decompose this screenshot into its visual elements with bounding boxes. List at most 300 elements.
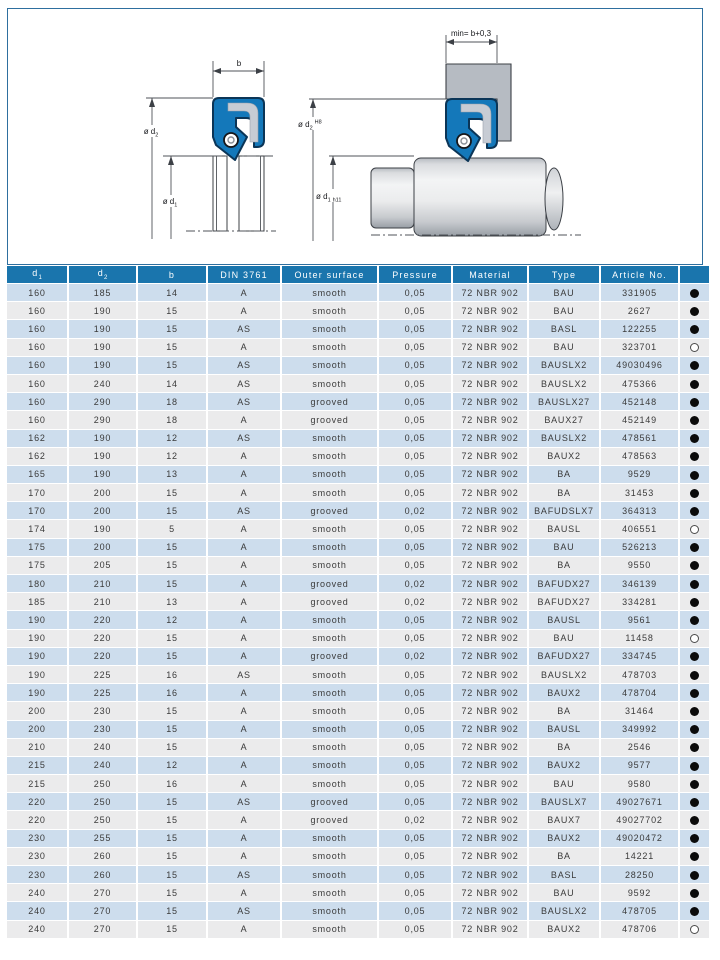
cell-type: BAU <box>529 339 599 356</box>
min-label: min= b+0,3 <box>450 29 492 38</box>
cell-availability <box>680 757 709 774</box>
arrowhead <box>330 156 336 165</box>
cell-article-no: 49020472 <box>601 830 678 847</box>
cell-d1: 240 <box>7 902 67 919</box>
cell-din-3761: AS <box>208 666 280 683</box>
cell-b: 15 <box>138 302 206 319</box>
cell-d2: 225 <box>69 666 136 683</box>
filled-circle-icon <box>690 852 699 861</box>
cell-pressure: 0,02 <box>379 575 451 592</box>
col-header-din-3761: DIN 3761 <box>208 266 280 283</box>
cell-availability <box>680 448 709 465</box>
cell-din-3761: A <box>208 557 280 574</box>
table-row <box>7 284 709 301</box>
cell-pressure: 0,05 <box>379 357 451 374</box>
cell-pressure: 0,05 <box>379 902 451 919</box>
filled-circle-icon <box>690 725 699 734</box>
cell-material: 72 NBR 902 <box>453 411 527 428</box>
cell-din-3761: A <box>208 611 280 628</box>
table-row <box>7 611 709 628</box>
cell-article-no: 452149 <box>601 411 678 428</box>
open-circle-icon <box>690 925 699 934</box>
cell-b: 15 <box>138 648 206 665</box>
cell-outer-surface: smooth <box>282 320 377 337</box>
table-row <box>7 520 709 537</box>
cell-availability <box>680 648 709 665</box>
shaft-wall-left <box>213 156 227 231</box>
filled-circle-icon <box>690 834 699 843</box>
cell-b: 15 <box>138 739 206 756</box>
cell-type: BAUX7 <box>529 811 599 828</box>
cell-type: BAUSL <box>529 520 599 537</box>
cell-din-3761: AS <box>208 357 280 374</box>
d1-label: ø $d_1$ <box>162 197 178 209</box>
cell-outer-surface: smooth <box>282 902 377 919</box>
table-row <box>7 666 709 683</box>
cell-pressure: 0,05 <box>379 375 451 392</box>
cell-d1: 160 <box>7 339 67 356</box>
cell-d1: 160 <box>7 284 67 301</box>
cell-material: 72 NBR 902 <box>453 302 527 319</box>
cell-d2: 220 <box>69 630 136 647</box>
table-row <box>7 866 709 883</box>
cell-b: 15 <box>138 357 206 374</box>
filled-circle-icon <box>690 889 699 898</box>
cell-pressure: 0,05 <box>379 520 451 537</box>
cell-material: 72 NBR 902 <box>453 611 527 628</box>
cell-pressure: 0,05 <box>379 739 451 756</box>
cell-type: BASL <box>529 866 599 883</box>
cell-type: BAU <box>529 302 599 319</box>
cell-d2: 270 <box>69 884 136 901</box>
cell-pressure: 0,02 <box>379 593 451 610</box>
cell-type: BAUX2 <box>529 448 599 465</box>
cell-article-no: 478563 <box>601 448 678 465</box>
cell-availability <box>680 484 709 501</box>
cell-b: 15 <box>138 484 206 501</box>
col-header-type: Type <box>529 266 599 283</box>
filled-circle-icon <box>690 598 699 607</box>
cell-pressure: 0,05 <box>379 557 451 574</box>
cell-material: 72 NBR 902 <box>453 721 527 738</box>
cell-type: BAUSLX2 <box>529 430 599 447</box>
cell-d2: 205 <box>69 557 136 574</box>
cell-article-no: 49027671 <box>601 793 678 810</box>
cell-din-3761: A <box>208 484 280 501</box>
cell-d1: 175 <box>7 539 67 556</box>
cell-pressure: 0,05 <box>379 411 451 428</box>
seal-drawings <box>8 9 702 264</box>
table-row <box>7 430 709 447</box>
cell-d2: 250 <box>69 811 136 828</box>
cell-din-3761: A <box>208 284 280 301</box>
cell-material: 72 NBR 902 <box>453 811 527 828</box>
cell-d1: 162 <box>7 448 67 465</box>
arrowhead <box>168 156 174 165</box>
cell-material: 72 NBR 902 <box>453 921 527 938</box>
shaft-end-face <box>545 168 563 230</box>
cell-outer-surface: smooth <box>282 539 377 556</box>
cell-article-no: 334745 <box>601 648 678 665</box>
cell-availability <box>680 466 709 483</box>
cell-article-no: 49027702 <box>601 811 678 828</box>
cell-d1: 160 <box>7 320 67 337</box>
filled-circle-icon <box>690 580 699 589</box>
filled-circle-icon <box>690 707 699 716</box>
cell-din-3761: AS <box>208 393 280 410</box>
cell-din-3761: AS <box>208 375 280 392</box>
d2-label: ø $d_2$ <box>143 127 159 139</box>
table-row <box>7 739 709 756</box>
table-row <box>7 921 709 938</box>
table-row <box>7 393 709 410</box>
cell-pressure: 0,05 <box>379 702 451 719</box>
table-row <box>7 539 709 556</box>
cell-material: 72 NBR 902 <box>453 393 527 410</box>
cell-d1: 190 <box>7 684 67 701</box>
cell-d2: 190 <box>69 339 136 356</box>
cell-outer-surface: smooth <box>282 484 377 501</box>
table-row <box>7 775 709 792</box>
cell-d1: 190 <box>7 630 67 647</box>
table-row <box>7 339 709 356</box>
cell-pressure: 0,05 <box>379 666 451 683</box>
cell-availability <box>680 884 709 901</box>
cell-din-3761: A <box>208 593 280 610</box>
cell-din-3761: A <box>208 411 280 428</box>
table-row <box>7 557 709 574</box>
cell-outer-surface: smooth <box>282 666 377 683</box>
cell-article-no: 526213 <box>601 539 678 556</box>
cell-b: 12 <box>138 757 206 774</box>
cell-outer-surface: smooth <box>282 684 377 701</box>
cell-outer-surface: grooved <box>282 393 377 410</box>
filled-circle-icon <box>690 907 699 916</box>
cell-d1: 160 <box>7 375 67 392</box>
cell-d2: 210 <box>69 593 136 610</box>
cell-pressure: 0,02 <box>379 502 451 519</box>
table-header <box>7 266 709 283</box>
cell-outer-surface: smooth <box>282 448 377 465</box>
cell-type: BAU <box>529 539 599 556</box>
cell-type: BAUSLX2 <box>529 902 599 919</box>
cell-d1: 230 <box>7 848 67 865</box>
cell-article-no: 9592 <box>601 884 678 901</box>
cell-din-3761: A <box>208 775 280 792</box>
cell-type: BAUSLX2 <box>529 666 599 683</box>
cell-outer-surface: grooved <box>282 593 377 610</box>
cell-article-no: 478703 <box>601 666 678 683</box>
cell-b: 15 <box>138 339 206 356</box>
filled-circle-icon <box>690 671 699 680</box>
cell-din-3761: A <box>208 848 280 865</box>
cell-article-no: 28250 <box>601 866 678 883</box>
table-row <box>7 848 709 865</box>
cell-availability <box>680 848 709 865</box>
cell-b: 18 <box>138 411 206 428</box>
cell-availability <box>680 739 709 756</box>
cell-material: 72 NBR 902 <box>453 430 527 447</box>
cell-material: 72 NBR 902 <box>453 320 527 337</box>
cell-din-3761: A <box>208 811 280 828</box>
filled-circle-icon <box>690 289 699 298</box>
cell-article-no: 31453 <box>601 484 678 501</box>
filled-circle-icon <box>690 616 699 625</box>
cell-outer-surface: grooved <box>282 502 377 519</box>
cell-article-no: 9550 <box>601 557 678 574</box>
cell-pressure: 0,05 <box>379 611 451 628</box>
cell-din-3761: A <box>208 466 280 483</box>
cell-b: 12 <box>138 448 206 465</box>
cell-material: 72 NBR 902 <box>453 520 527 537</box>
cell-outer-surface: smooth <box>282 775 377 792</box>
cell-b: 15 <box>138 502 206 519</box>
cell-availability <box>680 593 709 610</box>
cell-outer-surface: grooved <box>282 648 377 665</box>
cell-b: 13 <box>138 466 206 483</box>
cell-din-3761: A <box>208 448 280 465</box>
cell-outer-surface: smooth <box>282 302 377 319</box>
cell-pressure: 0,05 <box>379 848 451 865</box>
table-row <box>7 702 709 719</box>
cell-availability <box>680 393 709 410</box>
filled-circle-icon <box>690 762 699 771</box>
cell-availability <box>680 302 709 319</box>
cell-pressure: 0,05 <box>379 539 451 556</box>
cell-d1: 215 <box>7 757 67 774</box>
cell-d2: 190 <box>69 448 136 465</box>
col-header-d1: $d_1$ <box>7 266 67 283</box>
table-row <box>7 502 709 519</box>
cell-d1: 200 <box>7 702 67 719</box>
cell-availability <box>680 811 709 828</box>
table-row <box>7 721 709 738</box>
table-row <box>7 575 709 592</box>
cell-type: BAUSLX2 <box>529 357 599 374</box>
d2-h8-label: ø $d_2^{H8}$ <box>298 119 322 132</box>
cell-pressure: 0,02 <box>379 811 451 828</box>
table-row <box>7 757 709 774</box>
cell-din-3761: A <box>208 539 280 556</box>
cell-article-no: 9561 <box>601 611 678 628</box>
cell-pressure: 0,05 <box>379 466 451 483</box>
cell-d1: 165 <box>7 466 67 483</box>
cell-availability <box>680 320 709 337</box>
cell-material: 72 NBR 902 <box>453 775 527 792</box>
cell-pressure: 0,05 <box>379 284 451 301</box>
cell-availability <box>680 539 709 556</box>
filled-circle-icon <box>690 434 699 443</box>
cell-d2: 255 <box>69 830 136 847</box>
cell-article-no: 364313 <box>601 502 678 519</box>
table-row <box>7 830 709 847</box>
arrowhead <box>489 39 497 45</box>
cell-d2: 210 <box>69 575 136 592</box>
cell-d1: 240 <box>7 884 67 901</box>
cell-outer-surface: grooved <box>282 575 377 592</box>
cell-b: 15 <box>138 811 206 828</box>
cell-d1: 170 <box>7 484 67 501</box>
cell-availability <box>680 684 709 701</box>
cell-availability <box>680 666 709 683</box>
cell-material: 72 NBR 902 <box>453 375 527 392</box>
cell-b: 5 <box>138 520 206 537</box>
cell-article-no: 452148 <box>601 393 678 410</box>
cell-article-no: 478705 <box>601 902 678 919</box>
cell-outer-surface: grooved <box>282 411 377 428</box>
cell-din-3761: A <box>208 520 280 537</box>
cell-d2: 190 <box>69 430 136 447</box>
cell-b: 14 <box>138 375 206 392</box>
cell-b: 14 <box>138 284 206 301</box>
cell-type: BAU <box>529 284 599 301</box>
cell-d1: 210 <box>7 739 67 756</box>
cell-material: 72 NBR 902 <box>453 830 527 847</box>
cell-outer-surface: smooth <box>282 830 377 847</box>
cell-article-no: 9580 <box>601 775 678 792</box>
cell-article-no: 122255 <box>601 320 678 337</box>
cell-b: 15 <box>138 630 206 647</box>
cell-d2: 250 <box>69 793 136 810</box>
table-row <box>7 375 709 392</box>
shaft-body <box>414 158 546 236</box>
cell-material: 72 NBR 902 <box>453 502 527 519</box>
cell-d1: 160 <box>7 357 67 374</box>
cell-type: BAFUDX27 <box>529 575 599 592</box>
cell-b: 15 <box>138 884 206 901</box>
cell-din-3761: A <box>208 921 280 938</box>
cell-b: 18 <box>138 393 206 410</box>
cell-outer-surface: smooth <box>282 866 377 883</box>
cell-article-no: 475366 <box>601 375 678 392</box>
cell-type: BAUSL <box>529 721 599 738</box>
cell-outer-surface: smooth <box>282 611 377 628</box>
table-row <box>7 793 709 810</box>
cell-material: 72 NBR 902 <box>453 593 527 610</box>
cell-availability <box>680 411 709 428</box>
cell-availability <box>680 830 709 847</box>
filled-circle-icon <box>690 689 699 698</box>
cell-article-no: 478704 <box>601 684 678 701</box>
cell-availability <box>680 284 709 301</box>
cell-pressure: 0,05 <box>379 775 451 792</box>
cell-type: BA <box>529 848 599 865</box>
cell-d1: 160 <box>7 393 67 410</box>
cell-material: 72 NBR 902 <box>453 284 527 301</box>
cell-pressure: 0,05 <box>379 393 451 410</box>
filled-circle-icon <box>690 307 699 316</box>
cell-b: 15 <box>138 902 206 919</box>
cell-type: BAUSL <box>529 611 599 628</box>
cell-material: 72 NBR 902 <box>453 357 527 374</box>
cell-b: 15 <box>138 702 206 719</box>
cell-pressure: 0,05 <box>379 866 451 883</box>
cell-availability <box>680 502 709 519</box>
cell-d2: 200 <box>69 539 136 556</box>
filled-circle-icon <box>690 398 699 407</box>
cell-pressure: 0,05 <box>379 757 451 774</box>
cell-d2: 240 <box>69 757 136 774</box>
table-row <box>7 466 709 483</box>
cell-availability <box>680 611 709 628</box>
open-circle-icon <box>690 525 699 534</box>
cell-material: 72 NBR 902 <box>453 884 527 901</box>
cell-material: 72 NBR 902 <box>453 739 527 756</box>
cell-article-no: 2546 <box>601 739 678 756</box>
cell-d2: 230 <box>69 702 136 719</box>
right-mounted-seal-drawing <box>296 29 581 241</box>
col-header-article-no: Article No. <box>601 266 678 283</box>
cell-material: 72 NBR 902 <box>453 902 527 919</box>
cell-d2: 225 <box>69 684 136 701</box>
cell-b: 12 <box>138 430 206 447</box>
cell-outer-surface: smooth <box>282 757 377 774</box>
cell-b: 16 <box>138 775 206 792</box>
filled-circle-icon <box>690 471 699 480</box>
cell-d2: 240 <box>69 375 136 392</box>
cell-article-no: 478561 <box>601 430 678 447</box>
seal-profile <box>213 98 264 160</box>
table-row <box>7 884 709 901</box>
cell-article-no: 346139 <box>601 575 678 592</box>
table-row <box>7 630 709 647</box>
cell-d2: 230 <box>69 721 136 738</box>
cell-d2: 200 <box>69 502 136 519</box>
cell-outer-surface: smooth <box>282 702 377 719</box>
cell-type: BAUX2 <box>529 757 599 774</box>
cell-din-3761: A <box>208 575 280 592</box>
cell-din-3761: A <box>208 757 280 774</box>
cell-b: 15 <box>138 866 206 883</box>
cell-d2: 260 <box>69 848 136 865</box>
cell-article-no: 49030496 <box>601 357 678 374</box>
cell-d2: 290 <box>69 393 136 410</box>
cell-outer-surface: smooth <box>282 721 377 738</box>
cell-type: BAUSLX7 <box>529 793 599 810</box>
cell-din-3761: A <box>208 884 280 901</box>
cell-din-3761: A <box>208 702 280 719</box>
cell-d1: 240 <box>7 921 67 938</box>
cell-material: 72 NBR 902 <box>453 684 527 701</box>
cell-availability <box>680 702 709 719</box>
cell-article-no: 334281 <box>601 593 678 610</box>
cell-article-no: 2627 <box>601 302 678 319</box>
cell-article-no: 31464 <box>601 702 678 719</box>
col-header-outer-surface: Outer surface <box>282 266 377 283</box>
cell-d1: 230 <box>7 830 67 847</box>
cell-material: 72 NBR 902 <box>453 466 527 483</box>
cell-article-no: 9529 <box>601 466 678 483</box>
arrowhead <box>310 99 316 108</box>
cell-d1: 175 <box>7 557 67 574</box>
cell-type: BA <box>529 557 599 574</box>
cell-availability <box>680 339 709 356</box>
filled-circle-icon <box>690 543 699 552</box>
cell-pressure: 0,05 <box>379 921 451 938</box>
table-row <box>7 684 709 701</box>
cell-availability <box>680 793 709 810</box>
cell-d1: 160 <box>7 302 67 319</box>
cell-type: BA <box>529 702 599 719</box>
cell-outer-surface: smooth <box>282 339 377 356</box>
cell-b: 16 <box>138 684 206 701</box>
cell-type: BAUSLX27 <box>529 393 599 410</box>
cell-pressure: 0,02 <box>379 648 451 665</box>
cell-din-3761: AS <box>208 320 280 337</box>
cell-outer-surface: grooved <box>282 793 377 810</box>
cell-din-3761: AS <box>208 866 280 883</box>
cell-b: 12 <box>138 611 206 628</box>
